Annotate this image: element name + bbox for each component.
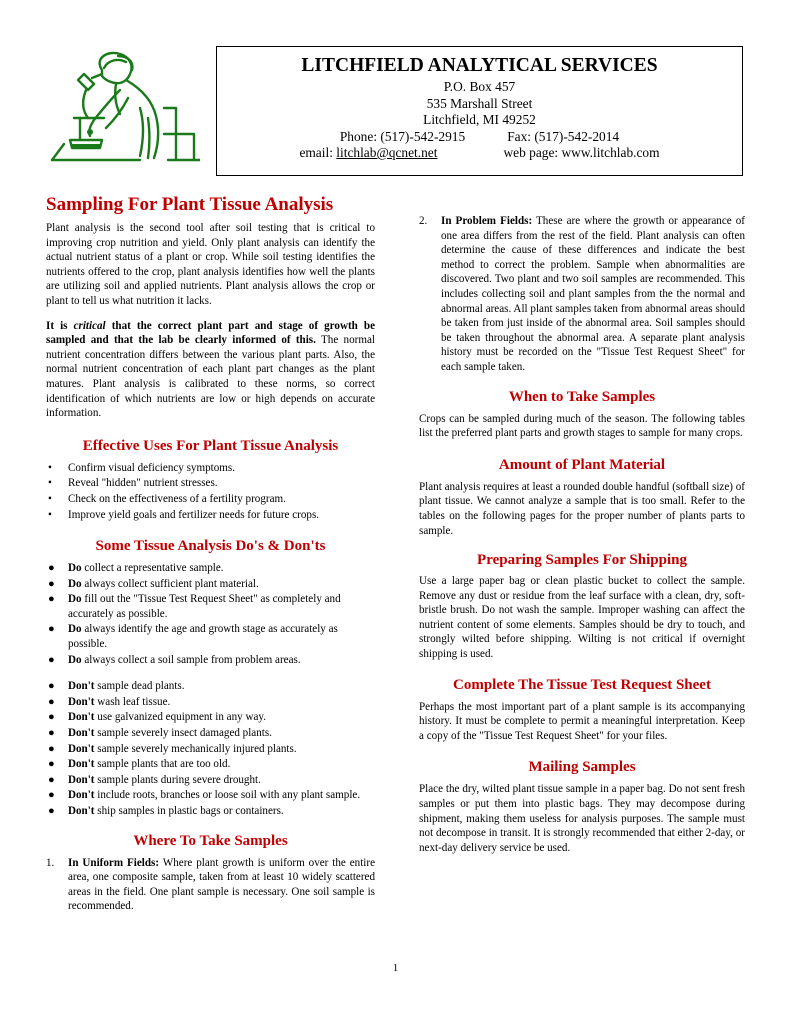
- phone: Phone: (517)-542-2915: [339, 128, 466, 144]
- list-item: • Reveal "hidden" nutrient stresses.: [48, 477, 218, 490]
- critical-lead: It is: [46, 319, 74, 332]
- company-header-box: [216, 46, 743, 176]
- list-item: ● Don't include roots, branches or loose soil with any plant sample.: [48, 789, 361, 802]
- when-heading: When to Take Samples: [508, 388, 656, 405]
- preparing-heading: Preparing Samples For Shipping: [477, 552, 687, 569]
- list-item: ● Do always collect sufficient plant material.: [48, 577, 259, 590]
- critical-paragraph: [46, 319, 375, 421]
- donts-list: [46, 679, 375, 819]
- web-page: web page: www.litchlab.com: [503, 145, 660, 160]
- page-number: 1: [392, 962, 399, 974]
- po-box: P.O. Box 457: [443, 79, 516, 94]
- when-paragraph: Crops can be sampled during much of the season. The following tables list the preferred plant parts and growth stages to sample for many crops.: [419, 412, 745, 440]
- list-item: ● Do always identify the age and growth stage as accurately as possible.: [48, 623, 338, 651]
- list-item: ● Don't use galvanized equipment in any way.: [48, 711, 267, 724]
- left-column: [46, 221, 375, 914]
- city-state-zip: Litchfield, MI 49252: [423, 112, 536, 127]
- fax: Fax: (517)-542-2014: [507, 128, 620, 144]
- preparing-paragraph: Use a large paper bag or clean plastic bucket to collect the sample. Remove any dust or residue from the leaf surface with a clean, dry, soft-bristle brush. Do not wash the sample. Improper washing can affect the nutrient content of some elements. Samples should be dry to touch, and strongly wilted before shipping. Wilting is not critical if overnight shipping is used.: [419, 575, 745, 661]
- amount-paragraph: Plant analysis requires at least a rounded double handful (softball size) of plant tissue. We cannot analyze a sample that is too small. Refer to the tables on the following pages for the proper number of plants parts to sample.: [419, 480, 745, 537]
- dos-donts-heading: Some Tissue Analysis Do's & Don'ts: [95, 538, 326, 555]
- critical-word: critical: [73, 319, 106, 332]
- where-list-1: [46, 856, 375, 914]
- list-item: ● Don't sample severely mechanically injured plants.: [48, 742, 297, 755]
- amount-heading: Amount of Plant Material: [498, 456, 666, 473]
- company-name: LITCHFIELD ANALYTICAL SERVICES: [301, 55, 658, 76]
- microscope-scientist-logo: [44, 48, 200, 168]
- complete-heading: Complete The Tissue Test Request Sheet: [453, 676, 711, 693]
- complete-paragraph: Perhaps the most important part of a plant sample is its accompanying history. It must be complete to permit a meaningful interpretation. Keep a copy of the "Tissue Test Request Sheet" for your files.: [419, 700, 745, 742]
- email-label: email:: [299, 145, 333, 160]
- list-item: ● Do always collect a soil sample from problem areas.: [48, 653, 301, 666]
- list-item: • Check on the effectiveness of a fertility program.: [48, 492, 286, 505]
- phone-fax-line: [217, 129, 742, 146]
- mailing-paragraph: Place the dry, wilted plant tissue sample in a paper bag. Do not sent fresh samples or put them into plastic bags. They may decompose during shipment, making them useless for analysis purposes. The sample must not decompose in transit. It is strongly recommended that either 2-day, or next-day delivery service be used.: [419, 783, 745, 854]
- dos-list: [46, 561, 375, 668]
- where-heading: Where To Take Samples: [133, 832, 288, 849]
- list-item: ● Don't ship samples in plastic bags or containers.: [48, 805, 284, 817]
- email-link[interactable]: litchlab@qcnet.net: [336, 145, 438, 160]
- right-column: [419, 214, 745, 855]
- list-item: ● Don't wash leaf tissue.: [48, 695, 171, 708]
- street-address: 535 Marshall Street: [426, 95, 533, 111]
- list-item: ● Don't sample dead plants.: [48, 680, 185, 693]
- effective-uses-heading: Effective Uses For Plant Tissue Analysis: [82, 437, 339, 454]
- list-item: ● Don't sample severely insect damaged plants.: [48, 727, 272, 740]
- list-item: ● Don't sample plants that are too old.: [48, 758, 231, 771]
- document-title: Sampling For Plant Tissue Analysis: [46, 194, 334, 215]
- list-item: 2. In Problem Fields: These are where the growth or appearance of one area differs from the rest of the field. Plant analysis can often determine the cause of these differences and indicate the best method to correct the problem. Sample when abnormalities are discovered. Two plant and two soil samples are recommended. This includes collecting soil and plant samples from the the normal and abnormal areas. All plant samples taken from abnormal areas should be taken from just inside of the abnormal area. Soil samples should be taken throughout the abnormal area. A separate plant analysis history must be recorded on the "Tissue Test Request Sheet" for each sample taken.: [419, 215, 746, 373]
- list-item: ● Do collect a representative sample.: [48, 562, 224, 575]
- list-item: ● Do fill out the "Tissue Test Request Sheet" as completely and accurately as possible.: [48, 593, 341, 620]
- effective-uses-list: [46, 461, 375, 523]
- list-item: ● Don't sample plants during severe drought.: [48, 773, 261, 786]
- critical-rest: The normal nutrient concentration differs between the various plant parts. Also, the normal nutrient concentration of each plant part changes as the plant matures. Plant analysis is calibrated to these norms, so correct identification of which nutrients are low or high depends on accurate information.: [46, 334, 375, 420]
- intro-paragraph: Plant analysis is the second tool after soil testing that is critical to improving crop nutrition and yield. Only plant analysis can identify the actual nutrient status of a plant or crop. While soil testing identifies the nutrients offered to the crop, plant analysis identifies how well the plants are utilizing soil and applied nutrients. Plant analysis allows the crop or plant to tell us what nutrition it lacks.: [46, 222, 375, 307]
- email-web-line: [217, 145, 742, 162]
- mailing-heading: Mailing Samples: [528, 759, 636, 776]
- where-list-2: [419, 214, 745, 375]
- critical-statement: that the correct plant part and stage of growth be sampled and that the lab be clearly informed of this.: [46, 319, 375, 347]
- list-item: • Confirm visual deficiency symptoms.: [48, 461, 235, 474]
- list-item: • Improve yield goals and fertilizer needs for future crops.: [48, 508, 320, 521]
- list-item: 1. In Uniform Fields: Where plant growth is uniform over the entire area, one composite sample, taken from at least 10 widely scattered areas in the field. One plant sample is necessary. One soil sample is recommended.: [46, 856, 376, 913]
